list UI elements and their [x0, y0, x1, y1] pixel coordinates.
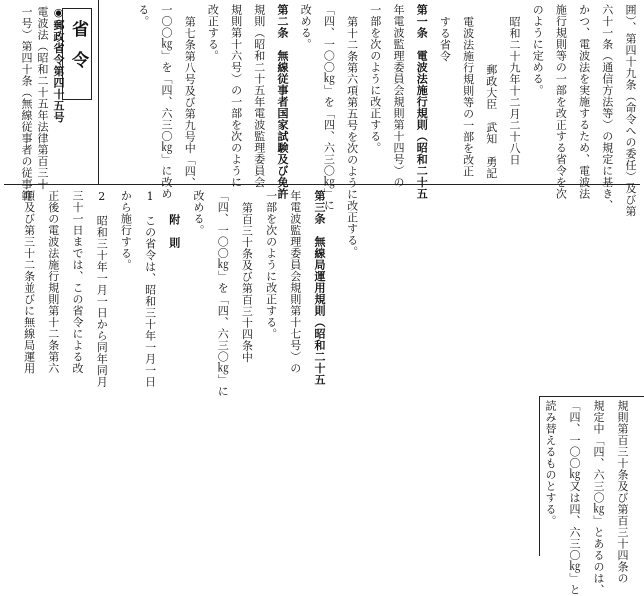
lower-main-line: 正後の電波法施行規則第十二条第六 [46, 190, 60, 374]
lower-main-line: 附 則 [167, 214, 181, 249]
upper-main-line: 第七条第八号及び第九号中「四、 [183, 16, 197, 189]
upper-main-line: 六十一条（通信方法等）の規定に基き、 [600, 4, 614, 211]
notice-heading: ◉郵政省令第四十五号 [52, 6, 65, 123]
title-block-right-rule [98, 0, 99, 184]
continuation-line: 「四、一〇〇㎏又は四、六三〇㎏」と [568, 400, 581, 596]
continuation-box-top [539, 396, 644, 397]
upper-main-line: 一〇〇㎏」を「四、六三〇㎏」に改め [160, 4, 173, 200]
upper-main-line: 電波法施行規則等の一部を改正 [461, 16, 475, 177]
lower-main-line: 一部を次のように改正する。 [264, 190, 278, 340]
notice-law-line-1: 電波法（昭和二十五年法律第百三十 [36, 6, 49, 190]
lower-main-line: 「四、一〇〇㎏」を「四、六三〇㎏」に [216, 190, 230, 397]
upper-main-line: 規則（昭和二十五年電波監理委員会 [252, 4, 266, 188]
upper-main-line: 第二条 無線従事者国家試験及び免許 [276, 4, 289, 200]
continuation-box-left [539, 396, 540, 556]
lower-main-line: 第三条 無線局運用規則（昭和二十五 [313, 190, 326, 386]
lower-main-line: 三十一日までは、この省令による改 [71, 190, 84, 374]
continuation-line: 規定中「四、六三〇㎏」とあるのは、 [592, 400, 605, 596]
upper-main-line: 第一条 電波法施行規則（昭和二十五 [415, 4, 429, 200]
lower-main-line: 第百三十条及び第百三十四条中 [240, 202, 254, 363]
upper-main-line: る。 [136, 4, 150, 27]
upper-main-line: 改める。 [299, 4, 313, 50]
upper-main-line: 年電波監理委員会規則第十四号）の [392, 4, 405, 188]
upper-main-line: かつ、電波法を実施するため、電波法 [577, 4, 591, 200]
continuation-line: 規則第百三十条及び第百三十四条の [616, 400, 629, 584]
section-title: 省令 [68, 20, 88, 82]
lower-main-line: 項及び第三十二条並びに無線局運用 [22, 190, 36, 374]
upper-main-line: 施行規則等の一部を改正する省令を次 [554, 4, 568, 200]
lower-main-line: 年電波監理委員会規則第十七号）の [288, 190, 302, 374]
upper-main-line: 規則第十六号）の一部を次のように [229, 4, 243, 188]
lower-main-line: 1 この省令は、昭和三十年一月一日 [143, 190, 157, 388]
notice-law-line-2: 一号）第四十条（無線従事者の従事範 [20, 6, 33, 202]
upper-main-line: 昭和二十九年十二月二十八日 [508, 16, 521, 166]
continuation-line: 読み替えるものとする。 [544, 400, 557, 527]
lower-main-line: 改める。 [192, 190, 205, 236]
upper-main-line: 一部を次のように改正する。 [368, 4, 382, 154]
upper-main-line: のように定める。 [531, 4, 545, 96]
upper-main-line: 「四、一〇〇㎏」を「四、六三〇㎏」に [322, 4, 336, 211]
upper-main-line: 郵政大臣 武知 勇記 [484, 64, 498, 179]
upper-main-line: する省令 [438, 16, 452, 62]
lower-main-line: から施行する。 [119, 190, 133, 271]
upper-main-line: 囲）、第四十九条（命令への委任）及び第 [624, 4, 637, 217]
upper-main-line: 第十二条第六項第五号を次のように改正する。 [345, 16, 359, 258]
lower-main-line: 2 昭和三十年一月一日から同年同月 [95, 190, 109, 388]
upper-main-line: 改正する。 [206, 4, 220, 62]
